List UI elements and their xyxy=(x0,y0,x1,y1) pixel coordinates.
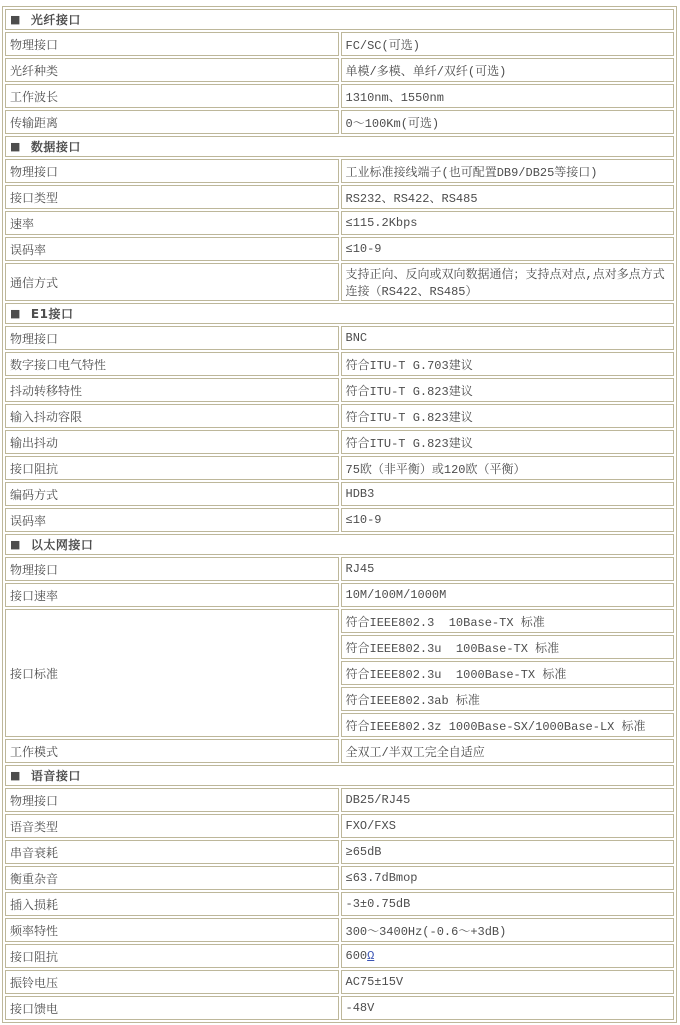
spec-value-cell: 符合IEEE802.3u 100Base-TX 标准 xyxy=(341,635,675,659)
spec-value-cell: ≤10-9 xyxy=(341,237,675,261)
spec-label-cell: 通信方式 xyxy=(5,263,339,301)
spec-value-cell: FXO/FXS xyxy=(341,814,675,838)
spec-label-cell: 误码率 xyxy=(5,237,339,261)
table-row xyxy=(5,237,674,261)
spec-value-cell: 1310nm、1550nm xyxy=(341,84,675,108)
table-row xyxy=(5,159,674,183)
spec-label-cell: 工作波长 xyxy=(5,84,339,108)
spec-value-cell: RJ45 xyxy=(341,557,675,581)
spec-label-cell: 抖动转移特性 xyxy=(5,378,339,402)
table-row xyxy=(5,609,674,633)
spec-label-cell: 频率特性 xyxy=(5,918,339,942)
spec-value-cell: AC75±15V xyxy=(341,970,675,994)
spec-value-cell: 符合IEEE802.3 10Base-TX 标准 xyxy=(341,609,675,633)
spec-value-cell: 符合IEEE802.3ab 标准 xyxy=(341,687,675,711)
spec-value-cell: 工业标准接线端子(也可配置DB9/DB25等接口) xyxy=(341,159,675,183)
table-row xyxy=(5,482,674,506)
table-row xyxy=(5,583,674,607)
spec-value-cell: ≤115.2Kbps xyxy=(341,211,675,235)
section-bullet-icon: ■ xyxy=(10,140,21,153)
table-row xyxy=(5,404,674,428)
section-bullet-icon: ■ xyxy=(10,769,21,782)
table-row xyxy=(5,508,674,532)
table-row xyxy=(5,326,674,350)
spec-label-cell: 振铃电压 xyxy=(5,970,339,994)
spec-value-text: 600 xyxy=(345,949,368,963)
section-header-cell xyxy=(5,303,674,324)
spec-label-cell: 物理接口 xyxy=(5,159,339,183)
spec-value-cell: 单模/多模、单纤/双纤(可选) xyxy=(341,58,675,82)
spec-value-cell: 支持正向、反向或双向数据通信；支持点对点,点对多点方式连接（RS422、RS485） xyxy=(341,263,675,301)
section-title: 语音接口 xyxy=(30,769,81,783)
spec-value-cell: -3±0.75dB xyxy=(341,892,675,916)
spec-value-cell: RS232、RS422、RS485 xyxy=(341,185,675,209)
spec-label-cell: 语音类型 xyxy=(5,814,339,838)
table-row xyxy=(5,944,674,968)
section-title: 以太网接口 xyxy=(30,538,94,552)
spec-label-cell: 输入抖动容限 xyxy=(5,404,339,428)
table-row xyxy=(5,840,674,864)
spec-label-cell: 接口馈电 xyxy=(5,996,339,1020)
spec-value-cell: 10M/100M/1000M xyxy=(341,583,675,607)
section-header-cell xyxy=(5,9,674,30)
table-row xyxy=(5,788,674,812)
spec-label-cell: 接口阻抗 xyxy=(5,456,339,480)
table-row xyxy=(5,996,674,1020)
table-row xyxy=(5,918,674,942)
table-row xyxy=(5,866,674,890)
spec-value-cell: 300～3400Hz(-0.6～+3dB) xyxy=(341,918,675,942)
spec-label-cell: 物理接口 xyxy=(5,326,339,350)
spec-label-cell: 接口类型 xyxy=(5,185,339,209)
table-row xyxy=(5,263,674,301)
section-header-cell xyxy=(5,534,674,555)
spec-label-cell: 速率 xyxy=(5,211,339,235)
table-row xyxy=(5,430,674,454)
spec-label-cell: 接口标准 xyxy=(5,609,339,737)
section-bullet-icon: ■ xyxy=(10,307,21,320)
table-row xyxy=(5,456,674,480)
spec-value-cell: 符合ITU-T G.823建议 xyxy=(341,404,675,428)
spec-label-cell: 数字接口电气特性 xyxy=(5,352,339,376)
table-row xyxy=(5,58,674,82)
section-header-row xyxy=(5,765,674,786)
spec-value-cell: BNC xyxy=(341,326,675,350)
spec-label-cell: 输出抖动 xyxy=(5,430,339,454)
section-title: 光纤接口 xyxy=(30,13,81,27)
table-row xyxy=(5,814,674,838)
spec-value-cell: ≥65dB xyxy=(341,840,675,864)
spec-value-cell: FC/SC(可选) xyxy=(341,32,675,56)
section-header-row xyxy=(5,303,674,324)
omega-link[interactable]: Ω xyxy=(367,949,375,963)
section-header-row xyxy=(5,9,674,30)
spec-label-cell: 传输距离 xyxy=(5,110,339,134)
spec-label-cell: 物理接口 xyxy=(5,32,339,56)
spec-label-cell: 衡重杂音 xyxy=(5,866,339,890)
spec-value-cell: 0～100Km(可选) xyxy=(341,110,675,134)
section-title: E1接口 xyxy=(30,307,74,321)
spec-table xyxy=(2,6,677,1023)
spec-value-cell: DB25/RJ45 xyxy=(341,788,675,812)
table-row xyxy=(5,211,674,235)
spec-value-cell: HDB3 xyxy=(341,482,675,506)
table-row xyxy=(5,892,674,916)
spec-value-cell: -48V xyxy=(341,996,675,1020)
spec-value-cell: ≤10-9 xyxy=(341,508,675,532)
spec-label-cell: 光纤种类 xyxy=(5,58,339,82)
table-row xyxy=(5,352,674,376)
section-header-cell xyxy=(5,765,674,786)
spec-value-cell: 符合ITU-T G.703建议 xyxy=(341,352,675,376)
spec-value-cell: 符合ITU-T G.823建议 xyxy=(341,430,675,454)
table-row xyxy=(5,110,674,134)
spec-value-cell: ≤63.7dBmop xyxy=(341,866,675,890)
spec-value-cell: 符合ITU-T G.823建议 xyxy=(341,378,675,402)
table-row xyxy=(5,84,674,108)
section-header-row xyxy=(5,136,674,157)
spec-value-cell: 75欧（非平衡）或120欧（平衡） xyxy=(341,456,675,480)
table-row xyxy=(5,185,674,209)
spec-label-cell: 误码率 xyxy=(5,508,339,532)
table-row xyxy=(5,557,674,581)
spec-label-cell: 接口阻抗 xyxy=(5,944,339,968)
section-header-cell xyxy=(5,136,674,157)
spec-label-cell: 物理接口 xyxy=(5,557,339,581)
spec-label-cell: 串音衰耗 xyxy=(5,840,339,864)
table-row xyxy=(5,739,674,763)
spec-label-cell: 工作模式 xyxy=(5,739,339,763)
table-row xyxy=(5,970,674,994)
section-header-row xyxy=(5,534,674,555)
spec-label-cell: 物理接口 xyxy=(5,788,339,812)
spec-label-cell: 插入损耗 xyxy=(5,892,339,916)
section-bullet-icon: ■ xyxy=(10,538,21,551)
spec-label-cell: 编码方式 xyxy=(5,482,339,506)
table-row xyxy=(5,378,674,402)
spec-value-cell xyxy=(341,944,675,968)
spec-value-cell: 全双工/半双工完全自适应 xyxy=(341,739,675,763)
spec-value-cell: 符合IEEE802.3z 1000Base-SX/1000Base-LX 标准 xyxy=(341,713,675,737)
section-title: 数据接口 xyxy=(30,140,81,154)
section-bullet-icon: ■ xyxy=(10,13,21,26)
table-row xyxy=(5,32,674,56)
spec-value-cell: 符合IEEE802.3u 1000Base-TX 标准 xyxy=(341,661,675,685)
spec-label-cell: 接口速率 xyxy=(5,583,339,607)
